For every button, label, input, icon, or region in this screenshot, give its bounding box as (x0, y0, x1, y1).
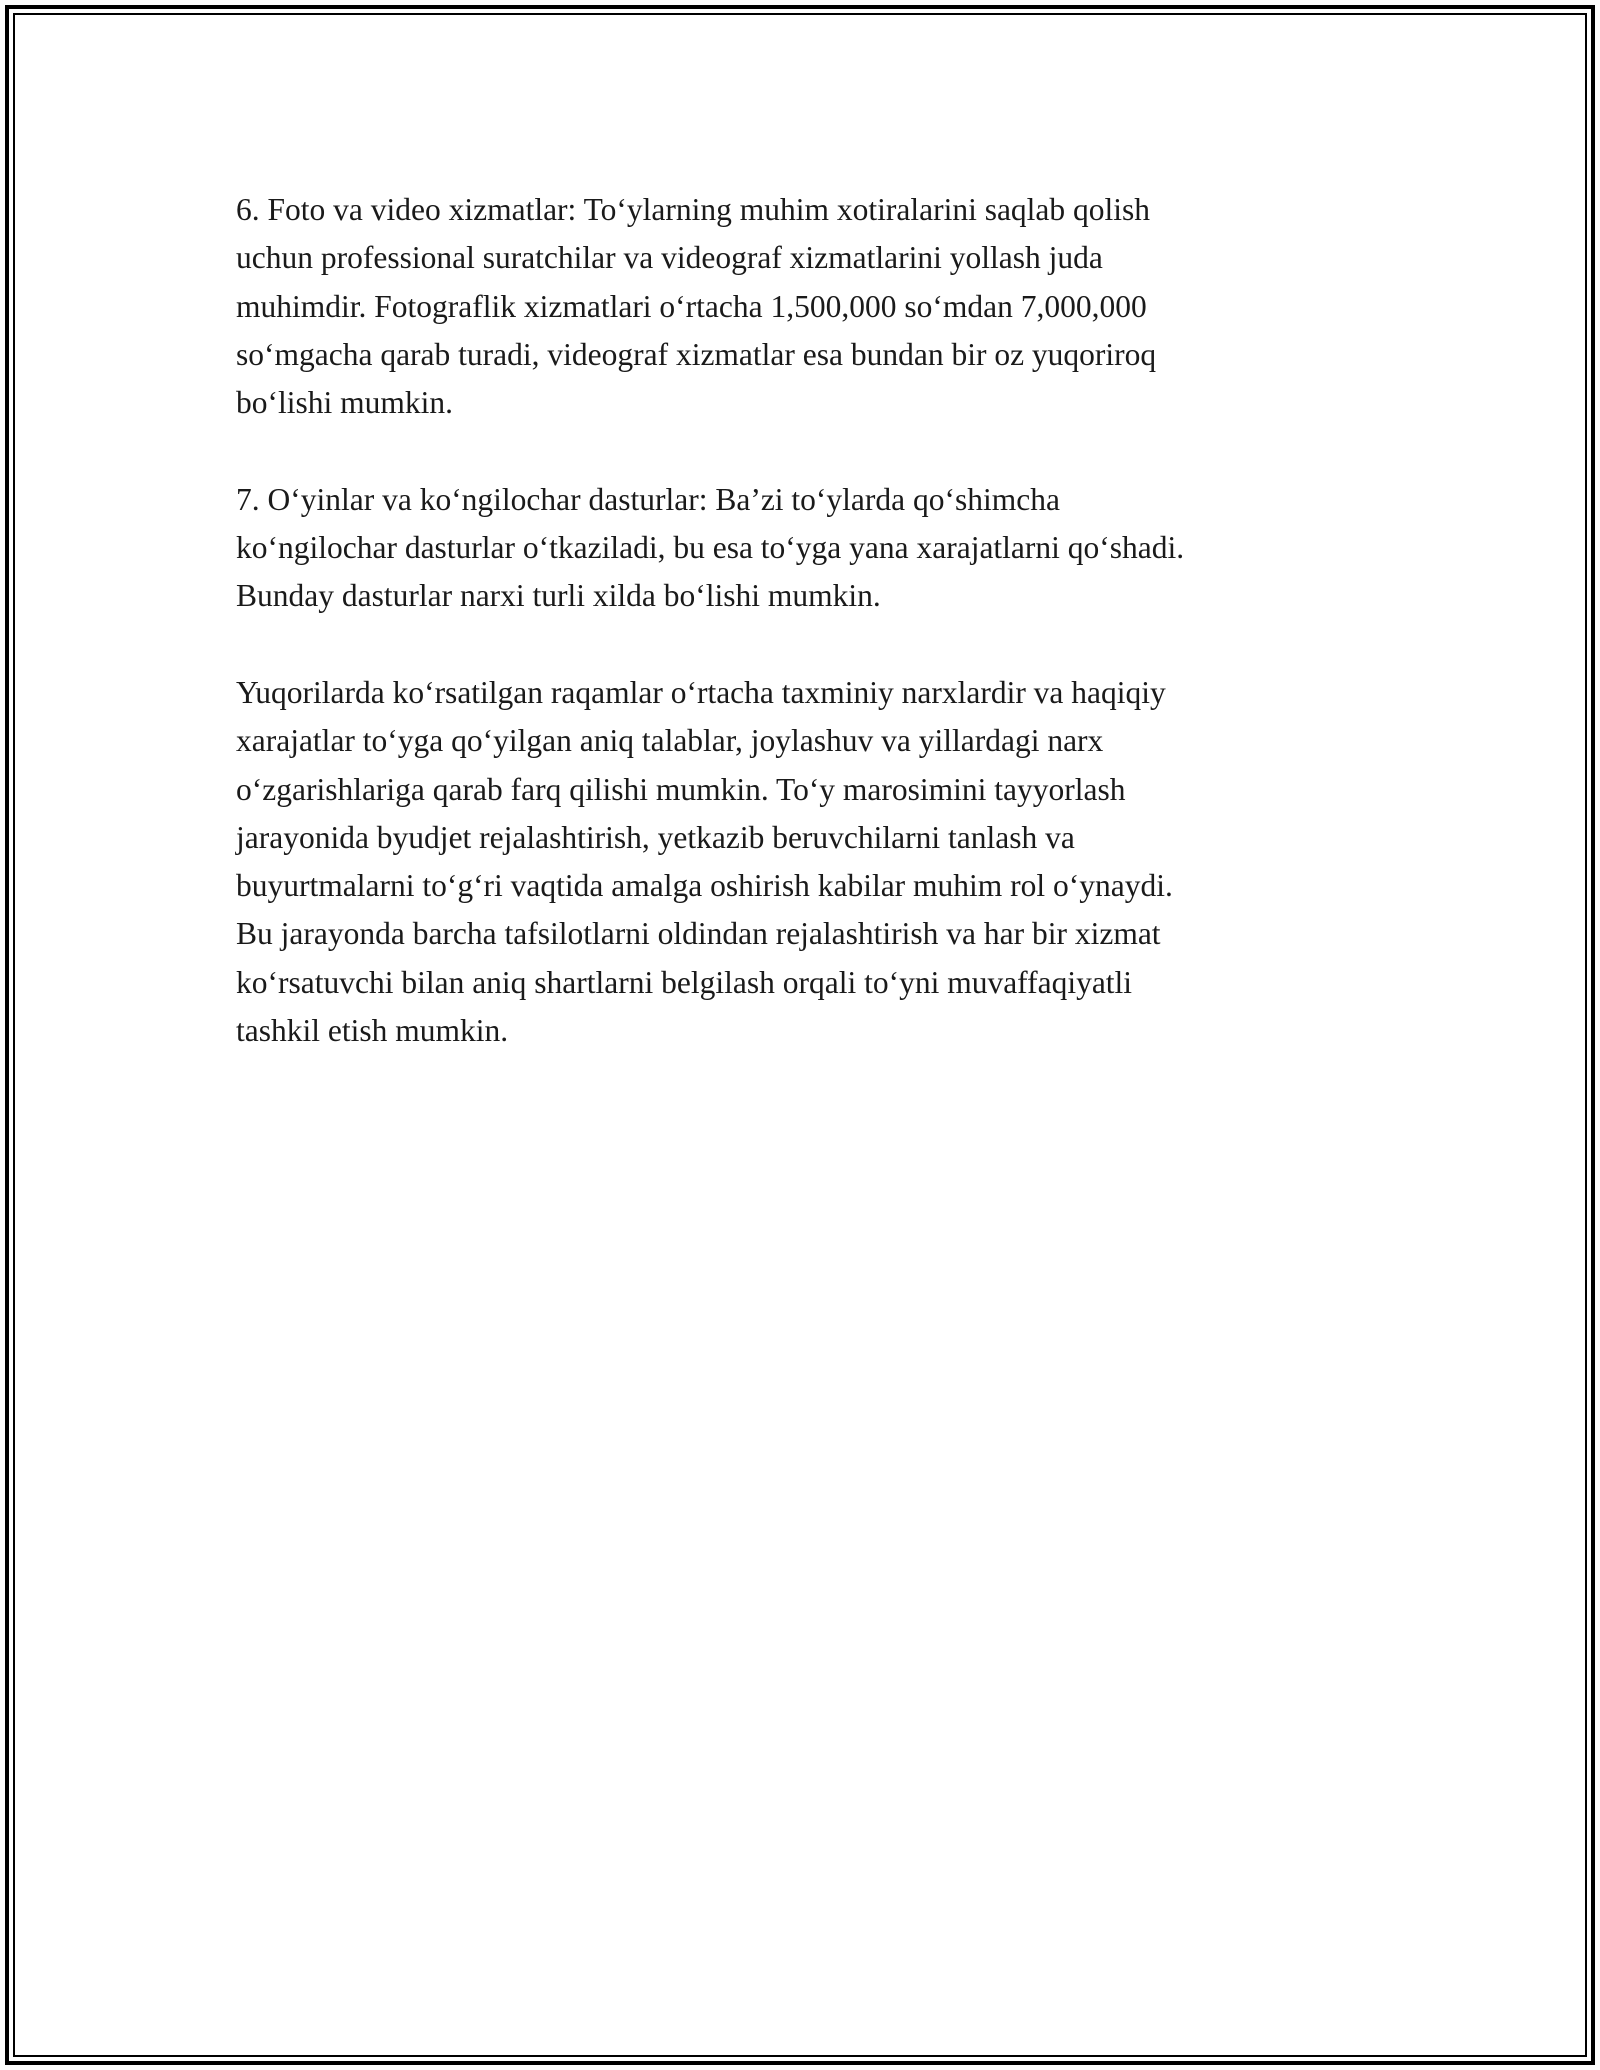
paragraph-entertainment-programs: 7. O‘yinlar va ko‘ngilochar dasturlar: Ba’zi to‘ylarda qo‘shimcha ko‘ngilochar dasturlar o‘tkaziladi, bu esa to‘yga yana xarajatlarni qo‘shadi. Bunday dasturlar narxi turli xilda bo‘lishi mumkin. (236, 481, 1185, 614)
document-body (236, 186, 1356, 1104)
paragraph-conclusion: Yuqorilarda ko‘rsatilgan raqamlar o‘rtacha taxminiy narxlardir va haqiqiy xarajatlar to‘yga qo‘yilgan aniq talablar, joylashuv va yillardagi narx o‘zgarishlariga qarab farq qilishi mumkin. To‘y marosimini tayyorlash jarayonida byudjet rejalashtirish, yetkazib beruvchilarni tanlash va buyurtmalarni to‘g‘ri vaqtida amalga oshirish kabilar muhim rol o‘ynaydi. Bu jarayonda barcha tafsilotlarni oldindan rejalashtirish va har bir xizmat ko‘rsatuvchi bilan aniq shartlarni belgilash orqali to‘yni muvaffaqiyatli tashkil etish mumkin. (236, 674, 1173, 1049)
paragraph-photo-video-services: 6. Foto va video xizmatlar: To‘ylarning muhim xotiralarini saqlab qolish uchun professional suratchilar va videograf xizmatlarini yollash juda muhimdir. Fotograflik xizmatlari o‘rtacha 1,500,000 so‘mdan 7,000,000 so‘mgacha qarab turadi, videograf xizmatlar esa bundan bir oz yuqoriroq bo‘lishi mumkin. (236, 192, 1157, 421)
